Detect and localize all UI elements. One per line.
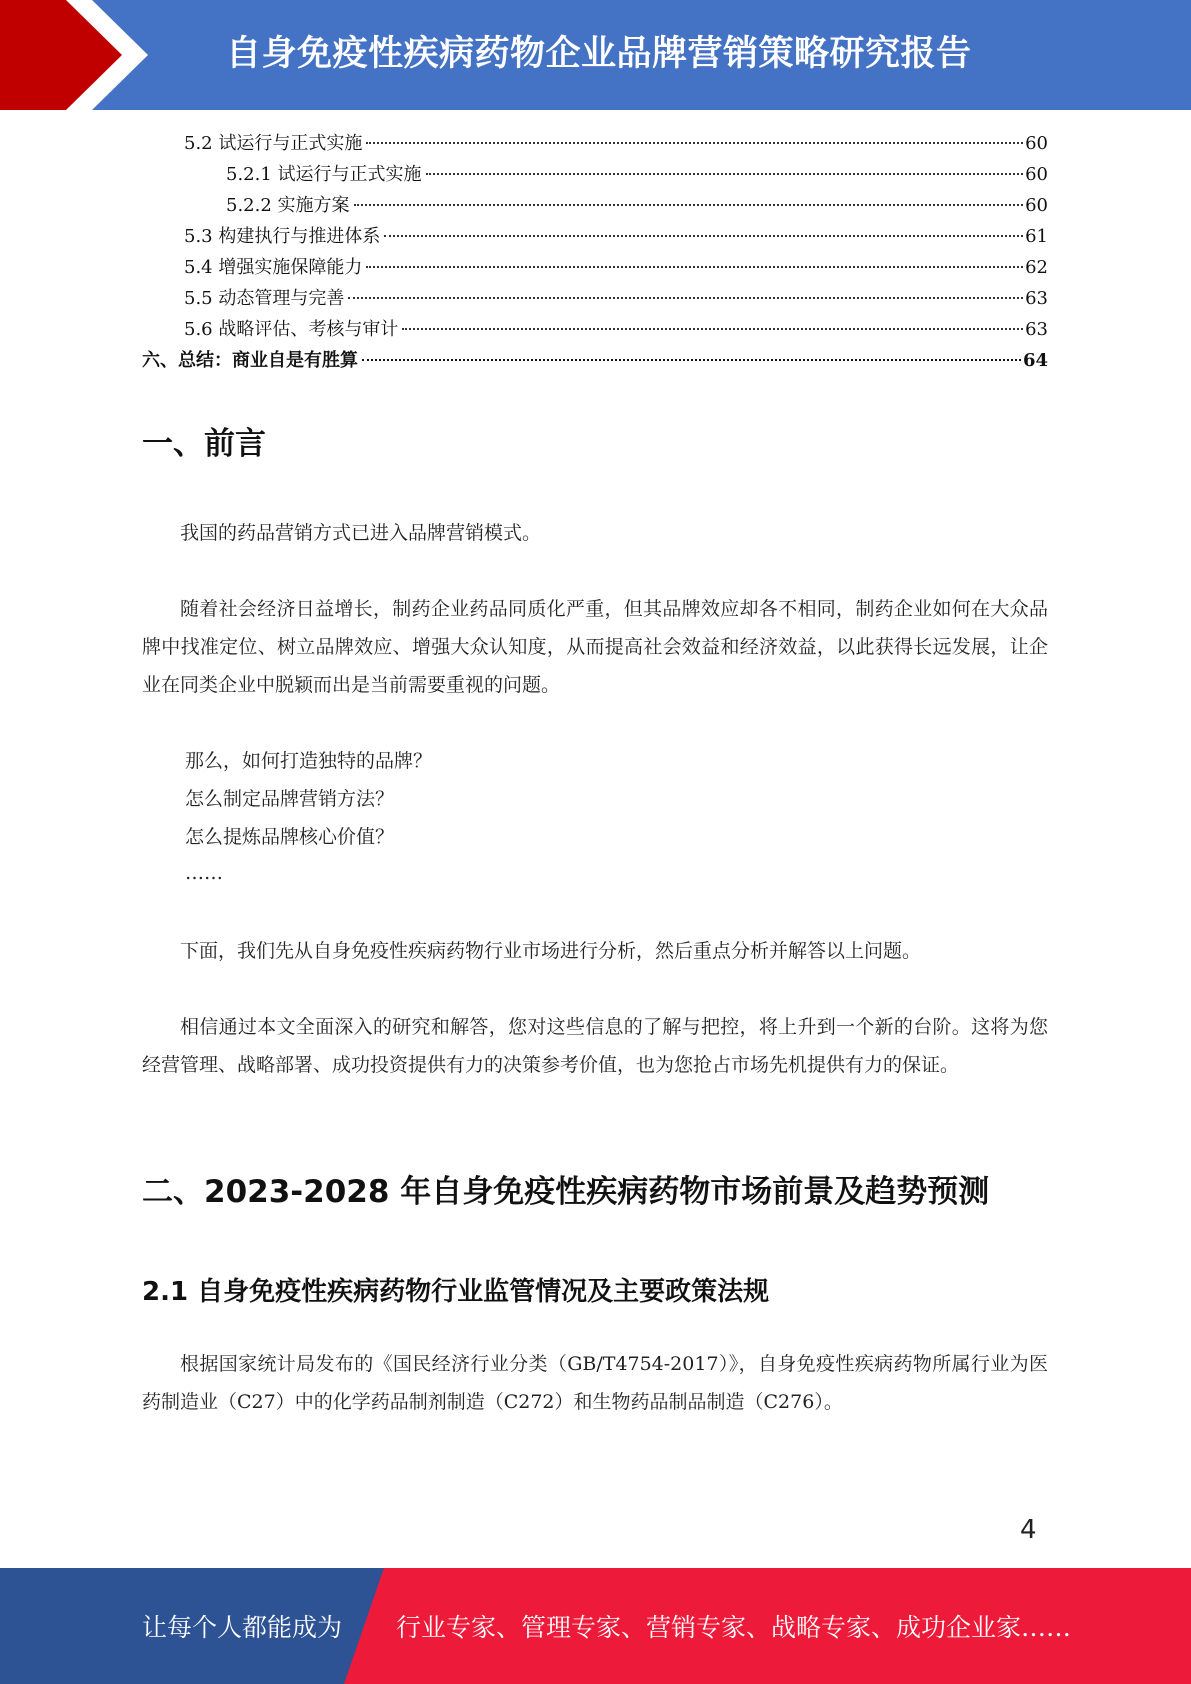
table-of-contents	[142, 128, 1048, 376]
footer-slogan-left: 让每个人都能成为	[142, 1613, 343, 1642]
paragraph: 相信通过本文全面深入的研究和解答，您对这些信息的了解与把控，将上升到一个新的台阶。这将为您经营管理、战略部署、成功投资提供有力的决策参考价值，也为您抢占市场先机提供有力的保证。	[142, 1016, 1048, 1076]
report-title: 自身免疫性疾病药物企业品牌营销策略研究报告	[226, 34, 972, 74]
toc-entry-page: 60	[1025, 195, 1048, 216]
toc-entry-title: 5.4 增强实施保障能力	[184, 257, 363, 278]
footer-slogan-right: 行业专家、管理专家、营销专家、战略专家、成功企业家……	[396, 1613, 1072, 1642]
paragraph: 根据国家统计局发布的《国民经济行业分类（GB/T4754-2017）》，自身免疫性疾病药物所属行业为医药制造业（C27）中的化学药品制剂制造（C272）和生物药品制品制造（C276）。	[142, 1353, 1048, 1413]
toc-entry-page: 63	[1025, 288, 1048, 309]
toc-entry-title: 5.2 试运行与正式实施	[184, 133, 363, 154]
toc-entry-title: 5.2.1 试运行与正式实施	[226, 164, 422, 185]
toc-entry-page: 61	[1025, 226, 1048, 247]
toc-entry[interactable]	[142, 283, 1048, 314]
toc-entry[interactable]	[142, 345, 1048, 376]
toc-leader-dots	[366, 142, 1023, 144]
toc-leader-dots	[366, 266, 1023, 268]
subsection-heading: 2.1 自身免疫性疾病药物行业监管情况及主要政策法规	[142, 1277, 770, 1307]
question-line: 那么，如何打造独特的品牌？	[185, 750, 433, 772]
toc-entry[interactable]	[142, 190, 1048, 221]
paragraph: 随着社会经济日益增长，制药企业药品同质化严重，但其品牌效应却各不相同，制药企业如何在大众品牌中找准定位、树立品牌效应、增强大众认知度，从而提高社会效益和经济效益，以此获得长远发展，让企业在同类企业中脱颖而出是当前需要重视的问题。	[142, 598, 1048, 696]
toc-entry[interactable]	[142, 252, 1048, 283]
toc-entry[interactable]	[142, 221, 1048, 252]
paragraph: 下面，我们先从自身免疫性疾病药物行业市场进行分析，然后重点分析并解答以上问题。	[180, 940, 922, 962]
toc-leader-dots	[402, 328, 1023, 330]
toc-entry[interactable]	[142, 128, 1048, 159]
toc-entry[interactable]	[142, 159, 1048, 190]
ellipsis-line: ……	[185, 862, 223, 884]
header-banner	[0, 0, 1191, 110]
toc-entry-page: 60	[1025, 133, 1048, 154]
toc-entry-title: 六、总结：商业自是有胜算	[142, 350, 358, 371]
toc-entry[interactable]	[142, 314, 1048, 345]
section-heading: 二、2023-2028 年自身免疫性疾病药物市场前景及趋势预测	[142, 1174, 990, 1210]
toc-entry-page: 62	[1025, 257, 1048, 278]
footer-banner	[0, 1568, 1191, 1684]
toc-entry-title: 5.5 动态管理与完善	[184, 288, 345, 309]
question-line: 怎么制定品牌营销方法？	[185, 788, 395, 810]
page-number: 4	[1020, 1515, 1037, 1545]
toc-leader-dots	[362, 359, 1021, 361]
toc-entry-page: 64	[1022, 350, 1048, 371]
toc-entry-title: 5.3 构建执行与推进体系	[184, 226, 381, 247]
paragraph: 我国的药品营销方式已进入品牌营销模式。	[180, 522, 542, 544]
question-line: 怎么提炼品牌核心价值？	[185, 826, 395, 848]
toc-leader-dots	[426, 173, 1024, 175]
toc-entry-title: 5.2.2 实施方案	[226, 195, 350, 216]
toc-leader-dots	[354, 204, 1024, 206]
section-heading: 一、前言	[142, 426, 266, 462]
toc-leader-dots	[384, 235, 1023, 237]
toc-entry-page: 60	[1025, 164, 1048, 185]
toc-entry-page: 63	[1025, 319, 1048, 340]
toc-leader-dots	[348, 297, 1023, 299]
toc-entry-title: 5.6 战略评估、考核与审计	[184, 319, 399, 340]
